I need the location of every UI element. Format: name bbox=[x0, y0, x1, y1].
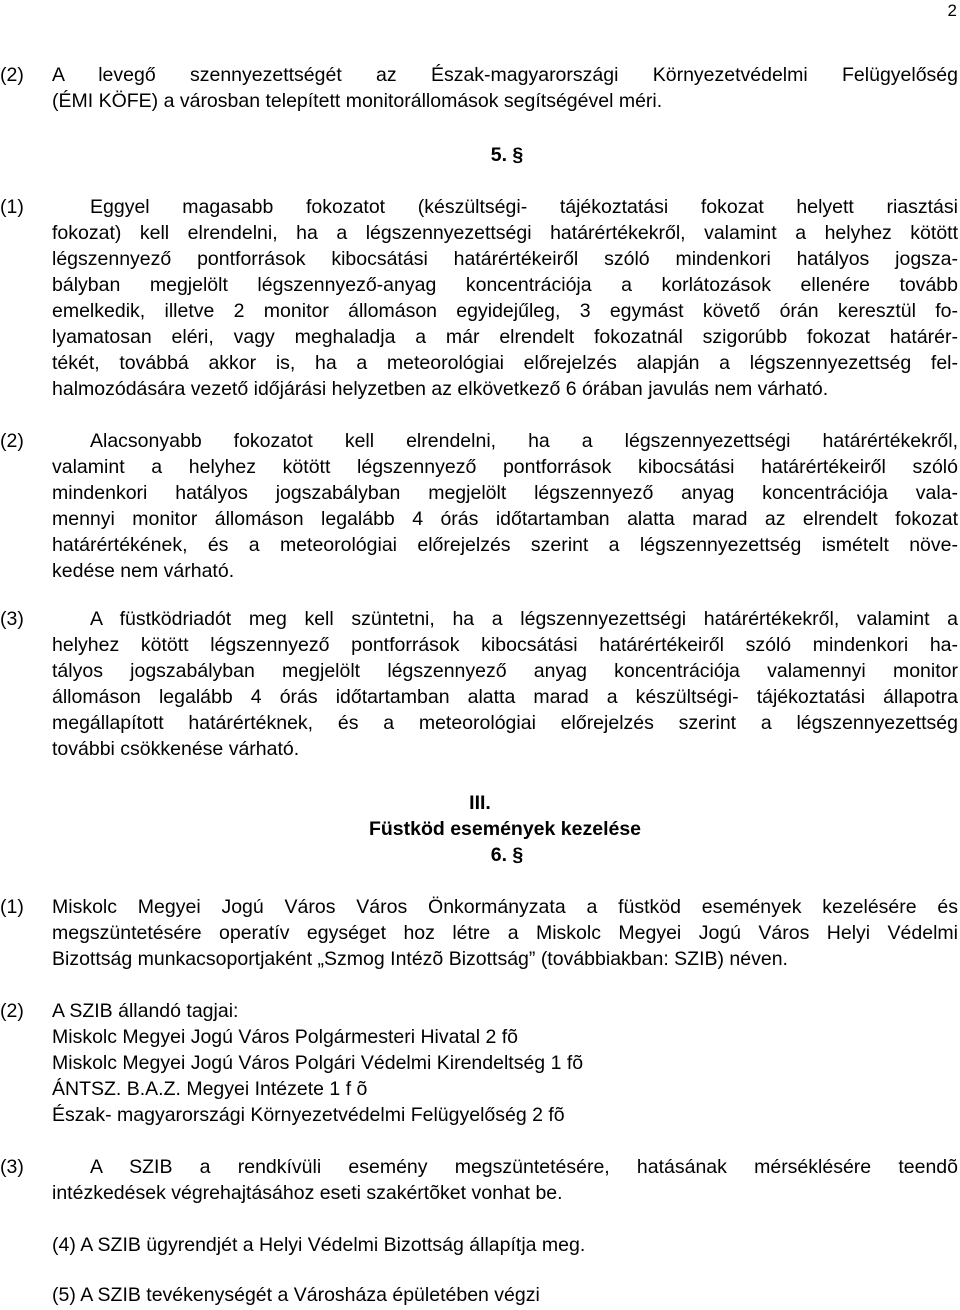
paragraph-number: (2) bbox=[0, 430, 24, 452]
text-line: megszüntetésére operatív egységet hoz létre a Miskolc Megyei Jogú Város Helyi Védelmi bbox=[52, 922, 958, 944]
text-line: A SZIB a rendkívüli esemény megszüntetésére, hatásának mérséklésére teendõ bbox=[90, 1156, 958, 1178]
text-line: (ÉMI KÖFE) a városban telepített monitorállomások segítségével méri. bbox=[52, 90, 663, 112]
text-line: megállapított határértéknek, és a meteorológiai előrejelzés szerint a légszennyezettség bbox=[52, 712, 958, 734]
text-line: fokozat) kell elrendelni, ha a légszennyezettségi határértékekről, valamint a helyhez kötött bbox=[52, 222, 958, 244]
section6-paragraph-4 bbox=[52, 1232, 960, 1258]
members-title: A SZIB állandó tagjai: bbox=[52, 1000, 239, 1022]
section6-paragraph-5 bbox=[52, 1282, 960, 1308]
text-line: további csökkenése várható. bbox=[52, 738, 300, 760]
chapter-title: Füstköd események kezelése bbox=[368, 818, 642, 840]
section-heading: 5. § bbox=[490, 144, 524, 166]
text-line: tályos jogszabályban megjelölt légszennyező anyag koncentrációja valamennyi monitor bbox=[52, 660, 958, 682]
member-item: Miskolc Megyei Jogú Város Polgári Védelmi Kirendeltség 1 fõ bbox=[52, 1052, 584, 1074]
page-number: 2 bbox=[947, 1, 957, 20]
text-line: mindenkori hatályos jogszabályban megjelölt légszennyező anyag koncentrációja vala- bbox=[52, 482, 958, 504]
paragraph-number: (2) bbox=[0, 64, 24, 86]
text-line: Eggyel magasabb fokozatot (készültségi- tájékoztatási fokozat helyett riasztási bbox=[90, 196, 958, 218]
text-line: intézkedések végrehajtásához eseti szakértõket vonhat be. bbox=[52, 1182, 563, 1204]
text-line: Bizottság munkacsoportjaként „Szmog Intézõ Bizottság” (továbbiakban: SZIB) néven. bbox=[52, 948, 788, 970]
text-line: bályban megjelölt légszennyező-anyag koncentrációja a korlátozások ellenére tovább bbox=[52, 274, 958, 296]
text-line: valamint a helyhez kötött légszennyező pontforrások kibocsátási határértékeiről szóló bbox=[52, 456, 958, 478]
text-line: A SZIB tevékenységét a Városháza épületében végzi bbox=[80, 1284, 540, 1306]
section-heading: 6. § bbox=[490, 844, 524, 866]
text-line: Alacsonyabb fokozatot kell elrendelni, ha a légszennyezettségi határértékekről, bbox=[90, 430, 958, 452]
text-line: A füstködriadót meg kell szüntetni, ha a légszennyezettségi határértékekről, valamint a bbox=[90, 608, 958, 630]
paragraph-number: (1) bbox=[0, 196, 24, 218]
text-line: A levegő szennyezettségét az Észak-magyarországi Környezetvédelmi Felügyelőség bbox=[52, 64, 958, 86]
text-line: légszennyező pontforrások kibocsátási határértékeiről szóló mindenkori hatályos jogsza- bbox=[52, 248, 958, 270]
text-line: kedése nem várható. bbox=[52, 560, 235, 582]
text-line: Miskolc Megyei Jogú Város Város Önkormányzata a füstköd események kezelésére és bbox=[52, 896, 958, 918]
text-line: emelkedik, illetve 2 monitor állomáson egyidejűleg, 3 egymást követő órán keresztül fo- bbox=[52, 300, 958, 322]
text-line: határértékének, és a meteorológiai előrejelzés szerint a légszennyezettség ismételt növe- bbox=[52, 534, 958, 556]
member-item: Észak- magyarországi Környezetvédelmi Felügyelőség 2 fõ bbox=[52, 1104, 565, 1126]
paragraph-number: (2) bbox=[0, 1000, 24, 1022]
member-item: Miskolc Megyei Jogú Város Polgármesteri Hivatal 2 fõ bbox=[52, 1026, 519, 1048]
member-item: ÁNTSZ. B.A.Z. Megyei Intézete 1 f õ bbox=[52, 1078, 368, 1100]
text-line: helyhez kötött légszennyező pontforrások kibocsátási határértékeiről szóló mindenkori ha- bbox=[52, 634, 958, 656]
paragraph-number: (1) bbox=[0, 896, 24, 918]
paragraph-number: (3) bbox=[0, 608, 24, 630]
text-line: mennyi monitor állomáson legalább 4 órás időtartamban alatta marad az elrendelt fokozat bbox=[52, 508, 958, 530]
paragraph-number: (3) bbox=[0, 1156, 24, 1178]
text-line: állomáson legalább 4 órás időtartamban alatta marad a készültségi- tájékoztatási állapotra bbox=[52, 686, 958, 708]
text-line: lyamatosan eléri, vagy meghaladja a már elrendelt fokozatnál szigorúbb fokozat határér- bbox=[52, 326, 958, 348]
paragraph-number: (4) bbox=[52, 1234, 76, 1256]
text-line: A SZIB ügyrendjét a Helyi Védelmi Bizottság állapítja meg. bbox=[80, 1234, 586, 1256]
chapter-number: III. bbox=[469, 792, 491, 814]
paragraph-number: (5) bbox=[52, 1284, 76, 1306]
text-line: halmozódására vezető időjárási helyzetben az elkövetkező 6 órában javulás nem várható. bbox=[52, 378, 829, 400]
text-line: tékét, továbbá akkor is, ha a meteorológiai előrejelzés alapján a légszennyezettség fel- bbox=[52, 352, 958, 374]
